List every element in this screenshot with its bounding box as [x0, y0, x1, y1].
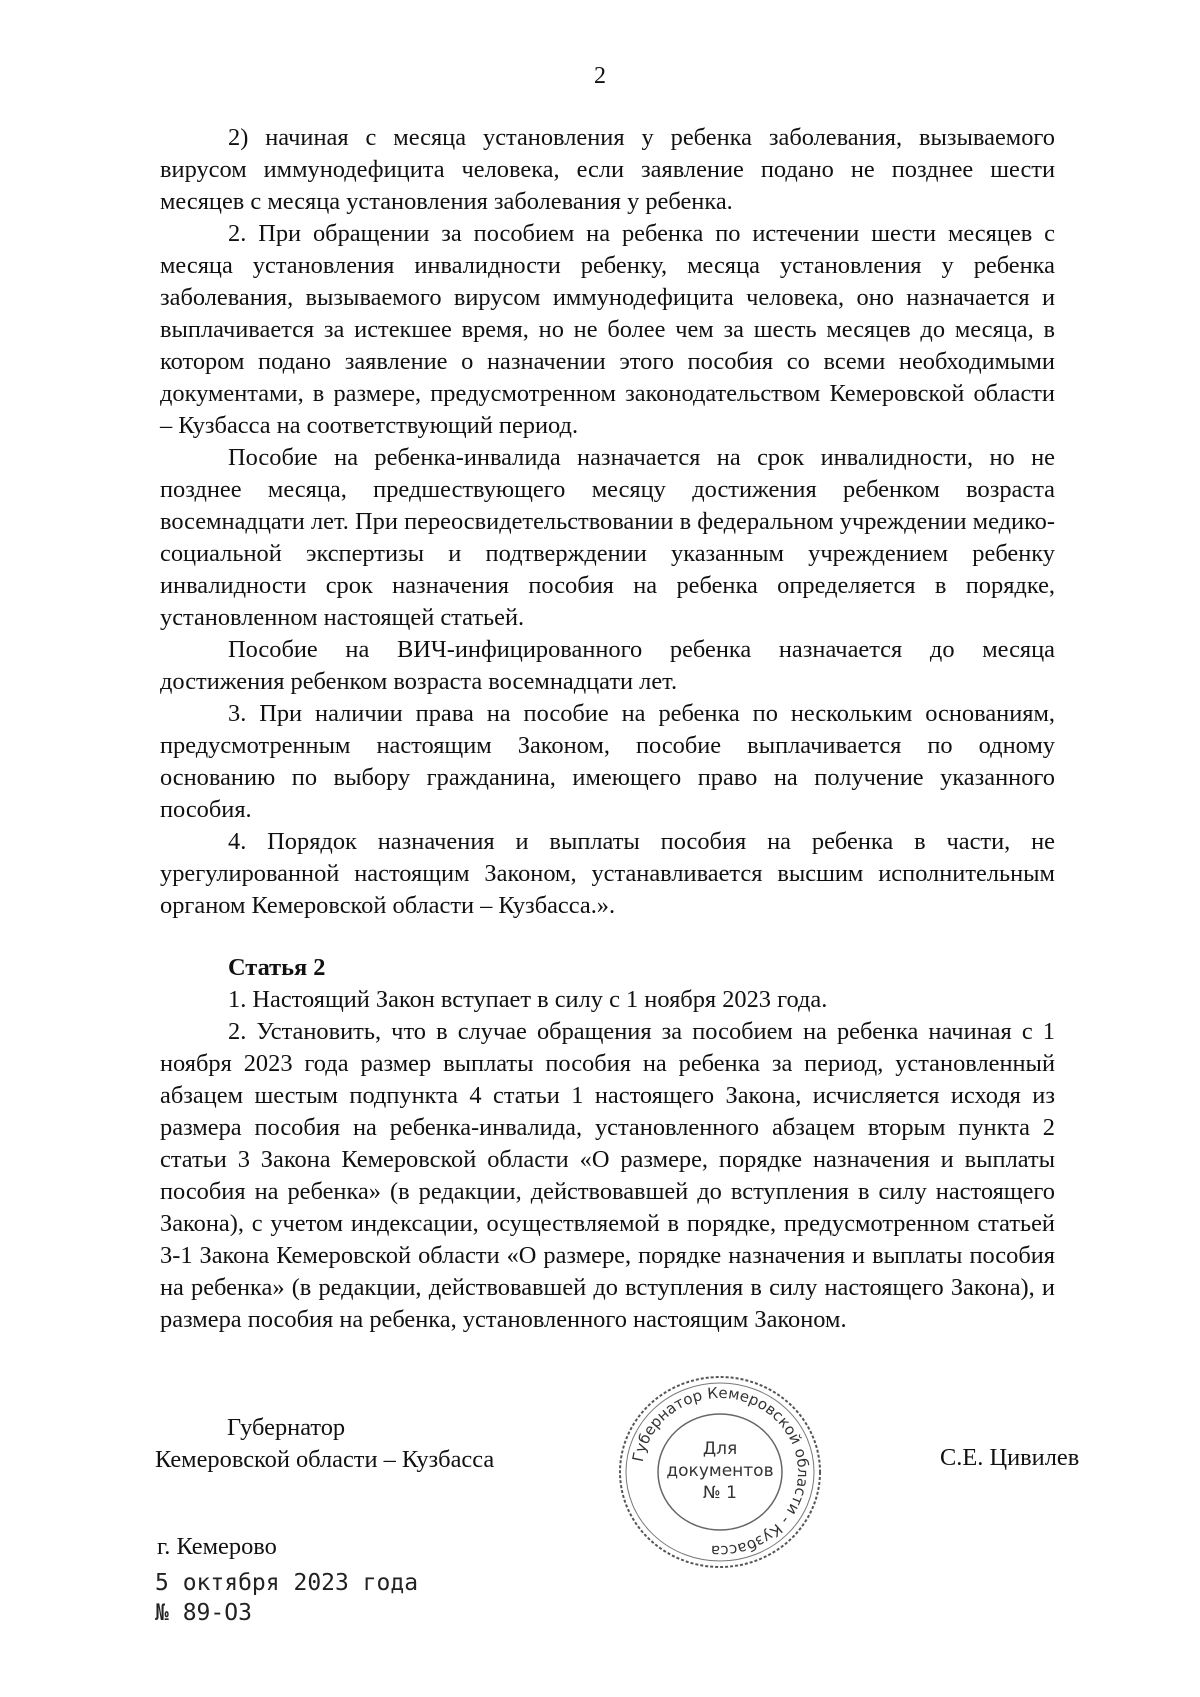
- document-number: № 89-ОЗ: [155, 1600, 252, 1626]
- seal-ring-text: Губернатор Кемеровской области - Кузбасса: [628, 1383, 813, 1561]
- seal-center-line: № 1: [703, 1483, 737, 1503]
- signer-name: С.Е. Цивилев: [940, 1444, 1080, 1471]
- article-paragraph: 2. Установить, что в случае обращения за пособием на ребенка начиная с 1 ноября 2023 года размер выплаты пособия на ребенка за период, установленный абзацем шестым подпункта 4 статьи 1 настоящего Закона, исчисляется исходя из размера пособия на ребенка-инвалида, установленного абзацем вторым пункта 2 статьи 3 Закона Кемеровской области «О размере, порядке назначения и выплаты пособия на ребенка» (в редакции, действовавшей до вступления в силу настоящего Закона), с учетом индексации, осуществляемой в порядке, предусмотренном статьей 3-1 Закона Кемеровской области «О размере, порядке назначения и выплаты пособия на ребенка» (в редакции, действовавшей до вступления в силу настоящего Закона), и размера пособия на ребенка, установленного настоящим Законом.: [160, 1018, 1055, 1333]
- city-line: г. Кемерово: [157, 1533, 277, 1560]
- document-body: [160, 122, 1055, 1336]
- document-date: 5 октября 2023 года: [155, 1570, 419, 1596]
- paragraph: 2) начиная с месяца установления у ребенка заболевания, вызываемого вирусом иммунодефицита человека, если заявление подано не позднее шести месяцев с месяца установления заболевания у ребенка.: [160, 124, 1055, 215]
- signer-position: Губернатор: [227, 1414, 346, 1441]
- seal-center-line: Для: [702, 1439, 738, 1459]
- page-number: 2: [594, 63, 606, 89]
- paragraph: Пособие на ребенка-инвалида назначается на срок инвалидности, но не позднее месяца, предшествующего месяцу достижения ребенком возраста восемнадцати лет. При переосвидетельствовании в федеральном учреждении медико-социальной экспертизы и подтверждении указанным учреждением ребенку инвалидности срок назначения пособия на ребенка определяется в порядке, установленном настоящей статьей.: [160, 444, 1055, 631]
- paragraph: 2. При обращении за пособием на ребенка по истечении шести месяцев с месяца установления инвалидности ребенку, месяца установления у ребенка заболевания, вызываемого вирусом иммунодефицита человека, оно назначается и выплачивается за истекшее время, но не более чем за шесть месяцев до месяца, в котором подано заявление о назначении этого пособия со всеми необходимыми документами, в размере, предусмотренном законодательством Кемеровской области – Кузбасса на соответствующий период.: [160, 220, 1055, 439]
- date-registration-stamp: [155, 1568, 418, 1628]
- article-paragraph: 1. Настоящий Закон вступает в силу с 1 ноября 2023 года.: [228, 986, 828, 1013]
- official-seal-stamp: [615, 1372, 825, 1572]
- paragraph: Пособие на ВИЧ-инфицированного ребенка назначается до месяца достижения ребенком возраста восемнадцати лет.: [160, 636, 1055, 695]
- paragraph: 3. При наличии права на пособие на ребенка по нескольким основаниям, предусмотренным настоящим Законом, пособие выплачивается по одному основанию по выбору гражданина, имеющего право на получение указанного пособия.: [160, 700, 1055, 823]
- signer-region: Кемеровской области – Кузбасса: [155, 1446, 495, 1473]
- signature-block: [155, 1412, 494, 1476]
- article-heading: Статья 2: [228, 954, 326, 981]
- seal-center-line: документов: [666, 1461, 774, 1481]
- paragraph: 4. Порядок назначения и выплаты пособия на ребенка в части, не урегулированной настоящим Законом, устанавливается высшим исполнительным органом Кемеровской области – Кузбасса.».: [160, 828, 1055, 919]
